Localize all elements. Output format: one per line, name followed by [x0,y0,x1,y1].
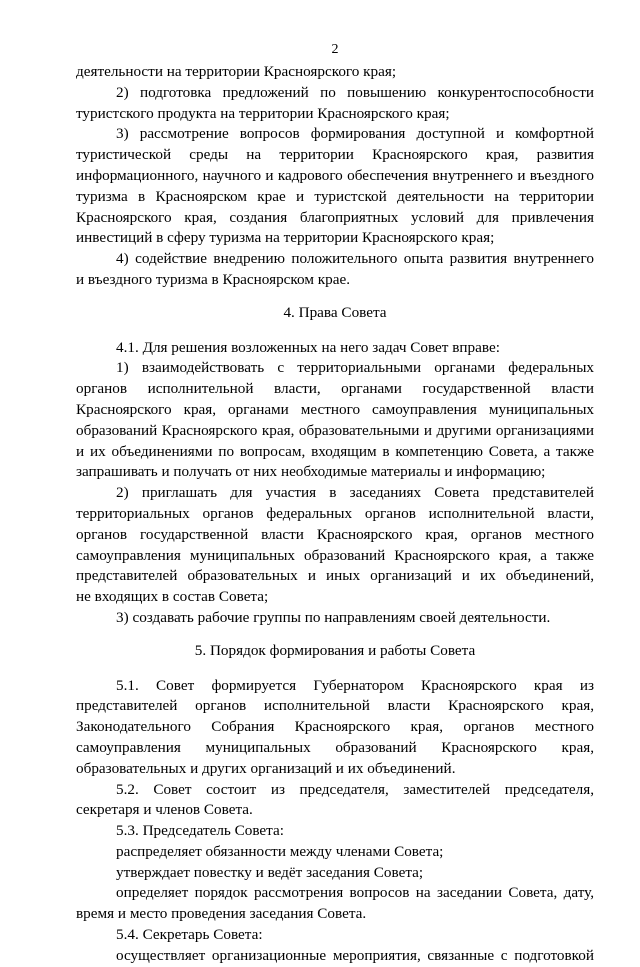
text-line: 5.2. Совет состоит из председателя, заместителей председателя, [116,780,594,798]
paragraph [76,821,594,842]
text-line: 1) взаимодействовать с территориальными органами федеральных [116,359,594,377]
paragraph [76,249,594,291]
text-line: образовательных и других организаций и их объединений. [76,759,456,777]
page-number: 2 [331,42,339,57]
text-line: распределяет обязанности между членами Совета; [116,842,444,860]
paragraph [76,676,594,780]
text-line: и въездного туризма в Красноярском крае. [76,270,350,288]
paragraph [76,124,594,249]
paragraph [76,842,594,863]
text-line: секретаря и членов Совета. [76,801,253,819]
text-line: образований Красноярского края, образовательными и другими организациями [76,421,594,439]
text-line: осуществляет организационные мероприятия, связанные с подготовкой [116,946,594,964]
paragraph [76,608,594,629]
text-line: туристского продукта на территории Красноярского края; [76,104,450,122]
text-line: утверждает повестку и ведёт заседания Совета; [116,863,424,881]
paragraph [76,62,594,83]
document-body [76,62,594,967]
paragraph [76,338,594,359]
text-line: самоуправления муниципальных образований Красноярского края, [76,738,594,756]
text-line: органов исполнительной власти, органами государственной власти [76,380,594,398]
text-line: органов государственной власти Красноярского края, органов местного [76,525,594,543]
text-line: определяет порядок рассмотрения вопросов на заседании Совета, дату, [116,884,594,902]
text-line: 2) подготовка предложений по повышению конкурентоспособности [116,83,594,101]
text-line: деятельности на территории Красноярского края; [76,63,397,80]
text-line: 4.1. Для решения возложенных на него задач Совет вправе: [116,338,500,356]
section-heading: 4. Права Совета [283,303,387,321]
text-line: 3) рассмотрение вопросов формирования доступной и комфортной [116,125,594,143]
text-line: 5.3. Председатель Совета: [116,822,284,840]
text-line: не входящих в состав Совета; [76,588,269,606]
paragraph [76,780,594,822]
paragraph [76,946,594,967]
text-line: 4) содействие внедрению положительного опыта развития внутреннего [116,250,594,268]
text-line: Красноярского края, органами местного самоуправления муниципальных [76,400,594,418]
text-line: время и место проведения заседания Совета. [76,905,367,923]
paragraph [76,863,594,884]
text-line: инвестиций в сферу туризма на территории Красноярского края; [76,229,495,247]
text-line: 3) создавать рабочие группы по направлениям своей деятельности. [116,608,551,626]
text-line: представителей образовательных и иных организаций и их объединений, [76,567,594,585]
text-line: представителей органов исполнительной власти Красноярского края, [76,697,594,715]
text-line: и их объединениями по вопросам, входящим в компетенцию Совета, а также [76,442,594,460]
text-line: территориальных органов федеральных органов исполнительной власти, [76,504,594,522]
text-line: 5.4. Секретарь Совета: [116,926,263,944]
text-line: Законодательного Собрания Красноярского края, органов местного [76,718,594,736]
text-line: 5.1. Совет формируется Губернатором Красноярского края из [116,676,594,694]
text-line: запрашивать и получать от них необходимые материалы и информацию; [76,463,546,481]
text-line: информационного, научного и кадрового обеспечения внутреннего и въездного [76,166,594,184]
text-line: 2) приглашать для участия в заседаниях Совета представителей [116,484,594,502]
paragraph [76,483,594,608]
text-line: Красноярского края, создания благоприятных условий для привлечения [76,208,594,226]
text-line: самоуправления муниципальных образований Красноярского края, а также [76,546,594,564]
paragraph [76,925,594,946]
paragraph [76,883,594,925]
section-heading: 5. Порядок формирования и работы Совета [194,641,476,659]
text-line: туризма в Красноярском крае и туристской деятельности на территории [76,187,594,205]
paragraph [76,358,594,483]
paragraph [76,83,594,125]
text-line: туристической среды на территории Красноярского края, развития [76,146,594,164]
